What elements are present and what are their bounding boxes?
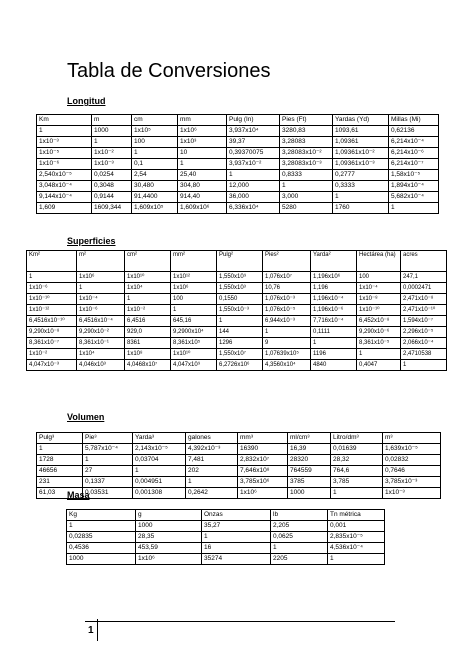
table-cell: 1296 — [217, 338, 263, 349]
masa-table — [66, 509, 385, 565]
table-cell: 1 — [263, 327, 311, 338]
table-cell: 3785 — [288, 477, 331, 488]
table-cell: 0,2642 — [186, 488, 238, 499]
table-cell: 3,785 — [331, 477, 383, 488]
table-cell: 1x10⁻⁴ — [77, 294, 125, 305]
table-header-cell: m — [92, 115, 132, 126]
table-cell: 8,361x10⁻¹ — [77, 338, 125, 349]
table-header-row — [27, 251, 447, 272]
table-cell: 914,40 — [178, 192, 227, 203]
table-cell: 144 — [217, 327, 263, 338]
table-cell: 4,3560x10⁴ — [263, 360, 311, 371]
table-cell: 202 — [186, 466, 238, 477]
table-cell: 3,28083x10⁻³ — [280, 159, 333, 170]
table-cell: 9,290x10⁻² — [77, 327, 125, 338]
table-cell: 2,4710538 — [401, 349, 447, 360]
table-cell: 1 — [357, 349, 401, 360]
table-cell: 0,01639 — [331, 444, 383, 455]
table-cell: 2,471x10⁻¹⁰ — [401, 305, 447, 316]
table-cell: 0,004951 — [133, 477, 186, 488]
table-cell: 1609,344 — [92, 203, 132, 214]
table-header-cell: Pulg³ — [37, 433, 83, 444]
table-cell: 4,0468x10⁷ — [125, 360, 171, 371]
table-header-cell: g — [136, 510, 202, 521]
table-header-cell: lb — [271, 510, 328, 521]
table-cell: 0,03704 — [133, 455, 186, 466]
table-row — [37, 477, 441, 488]
table-cell: 3,937x10⁴ — [227, 126, 280, 137]
table-cell: 764559 — [288, 466, 331, 477]
table-cell: 1 — [389, 203, 439, 214]
table-cell: 1 — [125, 294, 171, 305]
table-cell: 1,196x10⁶ — [311, 272, 357, 283]
table-cell: 2,205 — [271, 521, 328, 532]
table-cell: 3,28083x10⁻² — [280, 148, 333, 159]
table-row — [27, 338, 447, 349]
table-cell: 6,4516x10⁻⁴ — [77, 316, 125, 327]
table-header-cell: m³ — [383, 433, 441, 444]
table-cell: 8,361x10⁻⁷ — [27, 338, 77, 349]
table-cell: 764,6 — [331, 466, 383, 477]
table-cell: 3,785x10⁶ — [238, 477, 288, 488]
table-cell: 1,196x10⁻⁴ — [311, 294, 357, 305]
table-cell: 1 — [133, 466, 186, 477]
table-cell: 35274 — [202, 554, 271, 565]
table-header-cell: Yarda² — [311, 251, 357, 272]
table-cell: 1x10⁶ — [238, 488, 288, 499]
table-cell: 9,290x10⁻⁶ — [357, 327, 401, 338]
table-row — [37, 159, 439, 170]
table-cell: 1x10⁻¹² — [27, 305, 77, 316]
table-cell: 4,047x10⁹ — [171, 360, 217, 371]
table-cell: 16390 — [238, 444, 288, 455]
table-row — [67, 521, 385, 532]
table-cell: 0,1111 — [311, 327, 357, 338]
table-row — [27, 349, 447, 360]
table-cell: 2,296x10⁻⁵ — [401, 327, 447, 338]
table-cell: 1x10⁻⁶ — [27, 283, 77, 294]
table-cell: 1x10⁻² — [92, 148, 132, 159]
page-number: 1 — [88, 625, 94, 636]
table-row — [67, 554, 385, 565]
table-cell: 1x10⁻⁸ — [357, 294, 401, 305]
table-row — [37, 148, 439, 159]
table-cell: 1 — [271, 543, 328, 554]
table-cell: 0,3333 — [333, 181, 389, 192]
table-cell: 1,609 — [37, 203, 92, 214]
table-cell: 1,09361x10⁻³ — [333, 159, 389, 170]
table-row — [27, 305, 447, 316]
table-cell: 16 — [202, 543, 271, 554]
table-cell: 1 — [401, 360, 447, 371]
table-cell: 10,76 — [263, 283, 311, 294]
table-cell: 1x10⁻² — [27, 349, 77, 360]
table-cell: 5,787x10⁻⁴ — [83, 444, 133, 455]
table-cell: 1196 — [311, 349, 357, 360]
table-header-cell: Millas (Mi) — [389, 115, 439, 126]
table-cell: 1x10⁴ — [77, 349, 125, 360]
table-cell: 0,001308 — [133, 488, 186, 499]
table-cell: 1728 — [37, 455, 83, 466]
table-cell: 1,609x10⁶ — [178, 203, 227, 214]
table-cell: 453,59 — [136, 543, 202, 554]
table-cell: 36,000 — [227, 192, 280, 203]
table-cell: 6,944x10⁻³ — [263, 316, 311, 327]
section-title-masa: Masa — [67, 490, 90, 500]
table-header-cell: galones — [186, 433, 238, 444]
table-cell: 1 — [178, 159, 227, 170]
table-cell: 1,609x10⁵ — [132, 203, 178, 214]
table-cell: 0,03531 — [83, 488, 133, 499]
table-row — [27, 272, 447, 283]
table-cell: 6,4516 — [125, 316, 171, 327]
table-cell: 0,7646 — [383, 466, 441, 477]
table-cell: 2,066x10⁻⁴ — [401, 338, 447, 349]
table-header-cell: mm³ — [238, 433, 288, 444]
table-cell: 0,62136 — [389, 126, 439, 137]
table-header-cell: acres — [401, 251, 447, 272]
table-header-cell: mm — [178, 115, 227, 126]
table-cell: 100 — [171, 294, 217, 305]
table-row — [37, 137, 439, 148]
table-cell: 0,02832 — [383, 455, 441, 466]
table-cell: 1 — [132, 148, 178, 159]
footer-rule — [85, 621, 395, 622]
superficies-table — [26, 250, 447, 371]
table-cell: 4,046x10³ — [77, 360, 125, 371]
table-row — [27, 316, 447, 327]
table-cell: 1x10¹² — [171, 272, 217, 283]
table-cell: 0,3048 — [92, 181, 132, 192]
table-cell: 1760 — [333, 203, 389, 214]
table-row — [37, 466, 441, 477]
table-cell: 1 — [83, 455, 133, 466]
table-cell: 1x10⁻³ — [383, 488, 441, 499]
volumen-table — [36, 432, 441, 499]
table-header-cell: Pies² — [263, 251, 311, 272]
table-cell: 10 — [178, 148, 227, 159]
table-cell: 645,16 — [171, 316, 217, 327]
table-cell: 1x10⁻³ — [92, 159, 132, 170]
table-cell: 1000 — [92, 126, 132, 137]
table-cell: 1x10⁻⁶ — [77, 305, 125, 316]
table-header-row — [67, 510, 385, 521]
table-cell: 28,35 — [136, 532, 202, 543]
table-cell: 0,1 — [132, 159, 178, 170]
table-cell: 3280,83 — [280, 126, 333, 137]
table-cell: 2,835x10⁻⁵ — [328, 532, 385, 543]
table-header-cell: ml/cm³ — [288, 433, 331, 444]
table-header-cell: Km — [37, 115, 92, 126]
table-cell: 1 — [37, 444, 83, 455]
table-cell: 6,4516x10⁻¹⁰ — [27, 316, 77, 327]
table-cell: 7,646x10⁸ — [238, 466, 288, 477]
table-cell: 1 — [333, 192, 389, 203]
table-row — [37, 181, 439, 192]
table-cell: 28320 — [288, 455, 331, 466]
table-cell: 1,076x10⁻³ — [263, 294, 311, 305]
table-cell: 28,32 — [331, 455, 383, 466]
table-cell: 16,39 — [288, 444, 331, 455]
table-cell: 0,8333 — [280, 170, 333, 181]
table-cell: 2,471x10⁻⁸ — [401, 294, 447, 305]
table-cell: 1,550x10⁷ — [217, 349, 263, 360]
table-cell: 1,076x10⁻⁵ — [263, 305, 311, 316]
table-cell: 1,196x10⁻⁶ — [311, 305, 357, 316]
table-cell: 1,58x10⁻⁵ — [389, 170, 439, 181]
table-cell: 0,39370075 — [227, 148, 280, 159]
table-cell: 1,196 — [311, 283, 357, 294]
table-header-cell: Yardas (Yd) — [333, 115, 389, 126]
table-cell: 1 — [202, 532, 271, 543]
table-row — [37, 444, 441, 455]
table-cell: 0,0625 — [271, 532, 328, 543]
table-cell: 0,2777 — [333, 170, 389, 181]
table-cell: 6,2726x10⁶ — [217, 360, 263, 371]
table-row — [37, 170, 439, 181]
table-cell: 1 — [171, 305, 217, 316]
table-cell: 1 — [328, 554, 385, 565]
table-cell: 1x10⁻¹⁰ — [27, 294, 77, 305]
table-header-cell: mm² — [171, 251, 217, 272]
table-header-cell: Yarda³ — [133, 433, 186, 444]
table-cell: 1x10⁵ — [132, 126, 178, 137]
table-cell: 9,290x10⁻⁸ — [27, 327, 77, 338]
table-cell: 1x10³ — [178, 137, 227, 148]
table-cell: 1,550x10⁹ — [217, 272, 263, 283]
page-title: Tabla de Conversiones — [67, 60, 271, 82]
table-cell: 1000 — [67, 554, 136, 565]
table-cell: 1x10¹⁰ — [171, 349, 217, 360]
table-cell: 0,9144 — [92, 192, 132, 203]
table-cell: 100 — [357, 272, 401, 283]
table-row — [37, 192, 439, 203]
table-cell: 35,27 — [202, 521, 271, 532]
table-header-cell: cm — [132, 115, 178, 126]
table-cell: 8,361x10⁵ — [171, 338, 217, 349]
table-cell: 1000 — [136, 521, 202, 532]
table-cell: 30,480 — [132, 181, 178, 192]
table-cell: 5280 — [280, 203, 333, 214]
table-cell: 9,144x10⁻⁴ — [37, 192, 92, 203]
table-cell: 1000 — [288, 488, 331, 499]
table-header-cell: Kg — [67, 510, 136, 521]
table-cell: 1,550x10³ — [217, 283, 263, 294]
table-cell: 1 — [331, 488, 383, 499]
table-cell: 2,143x10⁻⁵ — [133, 444, 186, 455]
table-cell: 1x10⁻⁴ — [357, 283, 401, 294]
section-title-longitud: Longitud — [67, 96, 106, 106]
table-cell: 1 — [311, 338, 357, 349]
table-cell: 3,785x10⁻³ — [383, 477, 441, 488]
table-header-row — [37, 115, 439, 126]
footer-rule-vertical — [97, 619, 98, 641]
table-cell: 1,550x10⁻³ — [217, 305, 263, 316]
table-cell: 0,001 — [328, 521, 385, 532]
table-cell: 1x10⁻⁶ — [37, 159, 92, 170]
table-row — [27, 294, 447, 305]
table-cell: 1x10⁻¹⁰ — [357, 305, 401, 316]
table-cell: 1x10⁶ — [171, 283, 217, 294]
table-cell: 1 — [92, 137, 132, 148]
table-cell: 2,54 — [132, 170, 178, 181]
table-cell: 1,09361 — [333, 137, 389, 148]
table-cell: 4,536x10⁻⁴ — [328, 543, 385, 554]
table-cell: 1 — [227, 170, 280, 181]
table-cell: 46656 — [37, 466, 83, 477]
table-cell: 1x10⁻² — [125, 305, 171, 316]
table-header-cell: Onzas — [202, 510, 271, 521]
table-cell: 1x10⁴ — [125, 283, 171, 294]
table-cell: 1x10⁻³ — [37, 137, 92, 148]
table-header-cell: Pie³ — [83, 433, 133, 444]
table-cell: 1 — [67, 521, 136, 532]
table-cell: 2205 — [271, 554, 328, 565]
table-header-cell: Tn métrica — [328, 510, 385, 521]
table-cell: 0,4047 — [357, 360, 401, 371]
table-row — [37, 488, 441, 499]
table-cell: 7,716x10⁻⁴ — [311, 316, 357, 327]
table-cell: 4,392x10⁻³ — [186, 444, 238, 455]
table-cell: 6,336x10⁴ — [227, 203, 280, 214]
table-cell: 231 — [37, 477, 83, 488]
table-header-cell: m² — [77, 251, 125, 272]
table-cell: 8,361x10⁻⁵ — [357, 338, 401, 349]
table-cell: 61,03 — [37, 488, 83, 499]
table-cell: 1,594x10⁻⁷ — [401, 316, 447, 327]
section-title-superficies: Superficies — [67, 236, 116, 246]
table-cell: 1,639x10⁻⁵ — [383, 444, 441, 455]
table-cell: 27 — [83, 466, 133, 477]
table-cell: 3,000 — [280, 192, 333, 203]
table-cell: 1x10⁶ — [178, 126, 227, 137]
table-cell: 7,481 — [186, 455, 238, 466]
table-cell: 3,048x10⁻⁴ — [37, 181, 92, 192]
table-cell: 1 — [37, 126, 92, 137]
table-cell: 3,937x10⁻² — [227, 159, 280, 170]
table-row — [37, 455, 441, 466]
table-cell: 9,2900x10⁴ — [171, 327, 217, 338]
table-row — [27, 283, 447, 294]
table-cell: 2,832x10⁷ — [238, 455, 288, 466]
table-row — [27, 360, 447, 371]
table-cell: 4,047x10⁻³ — [27, 360, 77, 371]
table-row — [67, 543, 385, 554]
table-cell: 247,1 — [401, 272, 447, 283]
table-cell: 1 — [217, 316, 263, 327]
table-cell: 1x10¹⁰ — [125, 272, 171, 283]
table-cell: 4840 — [311, 360, 357, 371]
table-cell: 6,214x10⁻⁴ — [389, 137, 439, 148]
table-cell: 39,37 — [227, 137, 280, 148]
table-cell: 0,02835 — [67, 532, 136, 543]
table-cell: 0,0002471 — [401, 283, 447, 294]
table-cell: 0,1550 — [217, 294, 263, 305]
table-cell: 1 — [77, 283, 125, 294]
table-header-cell: Km² — [27, 251, 77, 272]
table-cell: 9 — [263, 338, 311, 349]
table-row — [37, 203, 439, 214]
table-header-row — [37, 433, 441, 444]
table-cell: 91,4400 — [132, 192, 178, 203]
table-cell: 1x10⁶ — [77, 272, 125, 283]
table-cell: 1,076x10⁷ — [263, 272, 311, 283]
longitud-table — [36, 114, 439, 214]
table-cell: 1093,61 — [333, 126, 389, 137]
table-header-cell: Pulg (In) — [227, 115, 280, 126]
table-cell: 6,214x10⁻⁷ — [389, 159, 439, 170]
table-cell: 1,07639x10⁵ — [263, 349, 311, 360]
table-cell: 6,214x10⁻⁶ — [389, 148, 439, 159]
table-cell: 929,0 — [125, 327, 171, 338]
table-row — [37, 126, 439, 137]
table-header-cell: Hectárea (ha) — [357, 251, 401, 272]
table-cell: 8361 — [125, 338, 171, 349]
table-cell: 1,09361x10⁻² — [333, 148, 389, 159]
table-cell: 1x10⁶ — [136, 554, 202, 565]
table-cell: 0,4536 — [67, 543, 136, 554]
table-cell: 3,28083 — [280, 137, 333, 148]
table-header-cell: Pies (Ft) — [280, 115, 333, 126]
table-cell: 0,0254 — [92, 170, 132, 181]
table-row — [67, 532, 385, 543]
table-cell: 25,40 — [178, 170, 227, 181]
table-cell: 1 — [280, 181, 333, 192]
table-cell: 1 — [186, 477, 238, 488]
table-row — [27, 327, 447, 338]
table-header-cell: Pulg² — [217, 251, 263, 272]
table-cell: 1x10⁻⁵ — [37, 148, 92, 159]
table-cell: 0,1337 — [83, 477, 133, 488]
table-cell: 100 — [132, 137, 178, 148]
table-cell: 1,894x10⁻⁴ — [389, 181, 439, 192]
table-cell: 1x10⁸ — [125, 349, 171, 360]
table-cell: 1 — [27, 272, 77, 283]
table-cell: 5,682x10⁻⁴ — [389, 192, 439, 203]
table-cell: 6,452x10⁻⁸ — [357, 316, 401, 327]
table-header-cell: Litro/dm³ — [331, 433, 383, 444]
section-title-volumen: Volumen — [67, 412, 105, 422]
table-cell: 304,80 — [178, 181, 227, 192]
table-cell: 12,000 — [227, 181, 280, 192]
table-header-cell: cm² — [125, 251, 171, 272]
table-cell: 2,540x10⁻⁵ — [37, 170, 92, 181]
